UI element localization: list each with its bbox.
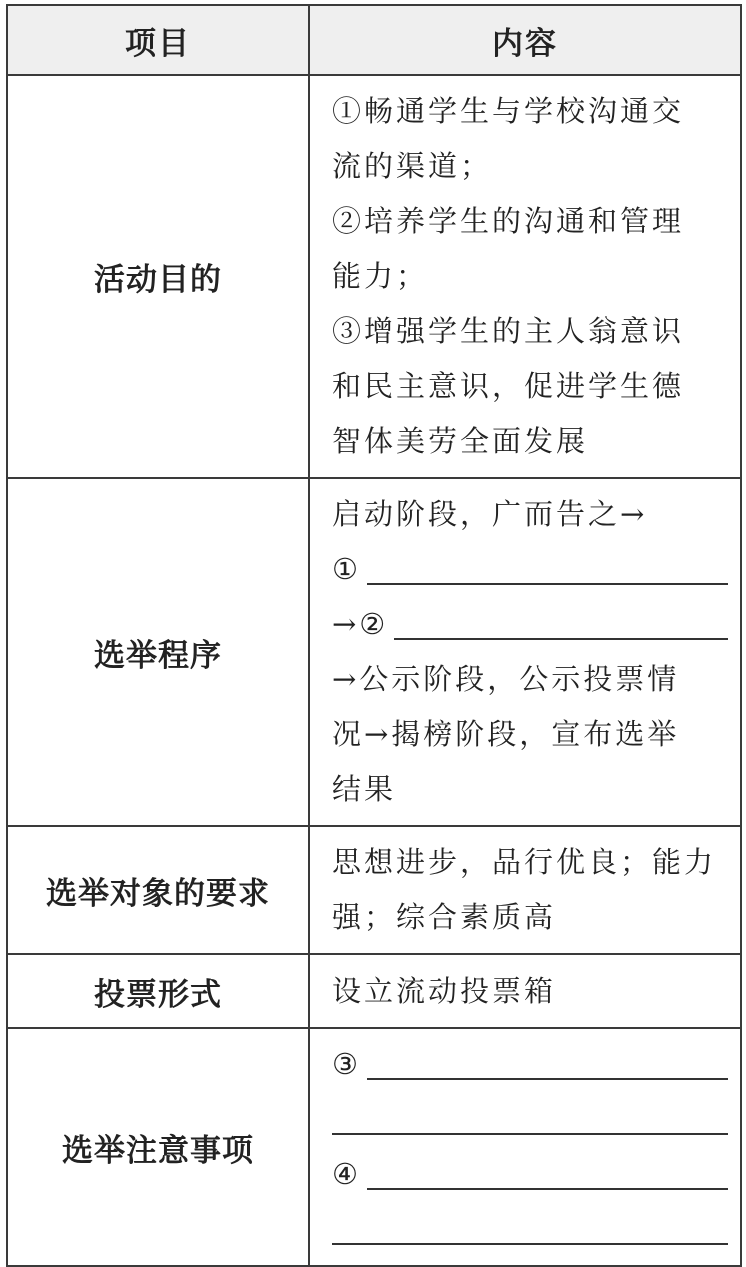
row-label-procedure: 选举程序 — [7, 478, 309, 826]
fill-blank-1[interactable] — [332, 542, 728, 597]
row-content-procedure — [309, 478, 741, 826]
answer-line — [367, 583, 728, 585]
content-line: 和民主意识，促进学生德 — [332, 369, 685, 403]
row-requirements — [7, 826, 741, 954]
row-content-requirements — [309, 826, 741, 954]
content-line: ①畅通学生与学校沟通交 — [332, 94, 685, 128]
answer-line — [394, 638, 728, 640]
content-line: 启动阶段，广而告之→ — [332, 497, 648, 531]
content-line: ③增强学生的主人翁意识 — [332, 314, 685, 348]
row-purpose — [7, 75, 741, 478]
blank-number: ④ — [332, 1157, 361, 1191]
content-line: 结果 — [332, 772, 397, 806]
blank-number: ① — [332, 552, 361, 586]
row-label-purpose: 活动目的 — [7, 75, 309, 478]
blank-number: ③ — [332, 1047, 361, 1081]
row-procedure — [7, 478, 741, 826]
row-label-voting: 投票形式 — [7, 954, 309, 1028]
row-content-voting: 设立流动投票箱 — [309, 954, 741, 1028]
row-notes — [7, 1028, 741, 1266]
content-line: 况→揭榜阶段，宣布选举 — [332, 717, 680, 751]
row-content-notes — [309, 1028, 741, 1266]
header-content: 内容 — [309, 5, 741, 75]
row-content-purpose — [309, 75, 741, 478]
fill-blank-3-continuation[interactable] — [332, 1092, 728, 1147]
content-line: →公示阶段，公示投票情 — [332, 662, 680, 696]
blank-number: →② — [332, 607, 389, 641]
answer-line — [367, 1078, 728, 1080]
fill-blank-2[interactable] — [332, 597, 728, 652]
content-line: 强；综合素质高 — [332, 900, 557, 934]
content-line: 思想进步，品行优良；能力 — [332, 845, 717, 879]
answer-line — [367, 1188, 728, 1190]
table-header-row — [7, 5, 741, 75]
content-line: 流的渠道； — [332, 149, 493, 183]
row-label-notes: 选举注意事项 — [7, 1028, 309, 1266]
row-voting — [7, 954, 741, 1028]
fill-blank-4-continuation[interactable] — [332, 1202, 728, 1257]
header-item: 项目 — [7, 5, 309, 75]
row-label-requirements: 选举对象的要求 — [7, 826, 309, 954]
election-activity-table — [6, 4, 742, 1267]
fill-blank-3[interactable] — [332, 1037, 728, 1092]
content-line: ②培养学生的沟通和管理 — [332, 204, 685, 238]
fill-blank-4[interactable] — [332, 1147, 728, 1202]
content-line: 智体美劳全面发展 — [332, 424, 589, 458]
content-line: 能力； — [332, 259, 429, 293]
